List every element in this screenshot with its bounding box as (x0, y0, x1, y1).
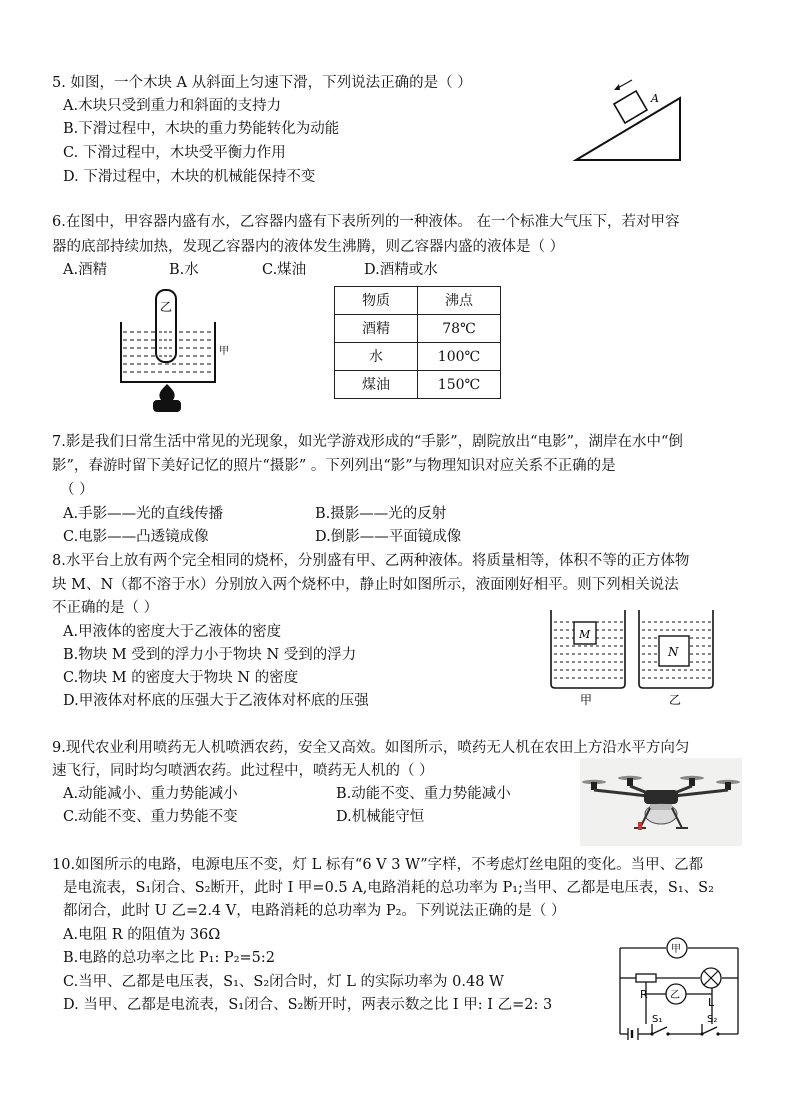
q5-option-b: B.下滑过程中，木块的重力势能转化为动能 (63, 121, 340, 137)
q10-option-b: B.电路的总功率之比 P₁: P₂=5:2 (63, 950, 275, 966)
lamp-label: L (708, 996, 715, 1009)
q9-stem-line2: 速飞行，同时均匀喷洒农药。此过程中，喷药无人机的（ ） (52, 763, 434, 779)
boiling-point-table (334, 286, 501, 399)
q8-option-a: A.甲液体的密度大于乙液体的密度 (63, 624, 282, 640)
table-header-boiling-point: 沸点 (418, 287, 501, 315)
incline-figure (570, 74, 690, 166)
q6-option-a: A.酒精 (63, 262, 108, 278)
circuit-diagram (612, 934, 744, 1042)
heating-container-figure (115, 284, 235, 416)
q5-option-c: C. 下滑过程中，木块受平衡力作用 (63, 145, 286, 161)
q6-stem-line1: 6.在图中，甲容器内盛有水，乙容器内盛有下表所列的一种液体。 在一个标准大气压下，若对甲容 (52, 214, 680, 230)
block-a-label: A (651, 92, 659, 105)
container-label: 甲 (219, 346, 229, 357)
q9-option-c: C.动能不变、重力势能不变 (63, 809, 238, 825)
q7-stem-line3: （ ） (60, 482, 94, 498)
table-cell: 78℃ (418, 315, 501, 343)
q7-option-c: C.电影——凸透镜成像 (63, 529, 209, 545)
q7-option-b: B.摄影——光的反射 (315, 506, 447, 522)
resistor (636, 974, 656, 982)
block-n-label: N (668, 645, 679, 659)
q10-option-d: D. 当甲、乙都是电流表，S₁闭合、S₂断开时，两表示数之比 I 甲: I 乙=2: 3 (63, 997, 553, 1013)
table-cell: 100℃ (418, 343, 501, 371)
q10-stem-line3: 都闭合，此时 U 乙=2.4 V，电路消耗的总功率为 P₂。下列说法正确的是（ ） (63, 903, 566, 919)
q8-stem-line1: 8.水平台上放有两个完全相同的烧杯，分别盛有甲、乙两种液体。将质量相等，体积不等的正方体物 (52, 553, 690, 569)
q6-option-c: C.煤油 (262, 262, 307, 278)
q9-option-a: A.动能减小、重力势能减小 (63, 786, 238, 802)
q8-option-c: C.物块 M 的密度大于物块 N 的密度 (63, 670, 299, 686)
q8-stem-line2: 块 M、N（都不溶于水）分别放入两个烧杯中，静止时如图所示，液面刚好相平。则下列相关说法 (52, 577, 679, 593)
beakers-figure (545, 606, 720, 708)
q6-stem-line2: 器的底部持续加热，发现乙容器内的液体发生沸腾，则乙容器内盛的液体是（ ） (52, 239, 565, 255)
table-cell: 煤油 (335, 371, 418, 399)
q10-stem-line2: 是电流表，S₁闭合、S₂断开，此时 I 甲=0.5 A,电路消耗的总功率为 P₁;当甲、乙都是电压表，S₁、S₂ (63, 880, 714, 896)
table-header-substance: 物质 (335, 287, 418, 315)
q8-option-d: D.甲液体对杯底的压强大于乙液体对杯底的压强 (63, 693, 369, 709)
beaker-left-label: 甲 (580, 693, 593, 707)
table-cell: 150℃ (418, 371, 501, 399)
wood-block (614, 91, 647, 123)
q9-stem-line1: 9.现代农业利用喷药无人机喷洒农药，安全又高效。如图所示，喷药无人机在农田上方沿水平方向匀 (52, 740, 690, 756)
resistor-label: R (640, 988, 648, 1001)
table-row (335, 371, 501, 399)
q7-stem-line2: 影”，春游时留下美好记忆的照片“摄影” 。下列列出“影”与物理知识对应关系不正确的是 (52, 458, 616, 474)
q5-option-d: D. 下滑过程中，木块的机械能保持不变 (63, 169, 316, 185)
block-m-label: M (579, 628, 591, 641)
q7-option-d: D.倒影——平面镜成像 (315, 529, 462, 545)
switch-s2-label: S₂ (707, 1014, 718, 1025)
q10-option-c: C.当甲、乙都是电压表，S₁、S₂闭合时，灯 L 的实际功率为 0.48 W (63, 974, 504, 990)
q7-option-a: A.手影——光的直线传播 (63, 506, 224, 522)
q9-option-d: D.机械能守恒 (336, 809, 425, 825)
table-row (335, 315, 501, 343)
q7-stem-line1: 7.影是我们日常生活中常见的光现象，如光学游戏形成的“手影”，剧院放出“电影”，湖岸在水中“倒 (52, 434, 683, 450)
q6-option-d: D.酒精或水 (364, 262, 438, 278)
burner-flame (159, 384, 174, 400)
table-cell: 酒精 (335, 315, 418, 343)
q8-stem-line3: 不正确的是（ ） (52, 600, 159, 616)
q9-option-b: B.动能不变、重力势能减小 (336, 786, 511, 802)
q5-option-a: A.木块只受到重力和斜面的支持力 (63, 98, 282, 114)
switch-s1-label: S₁ (652, 1014, 663, 1025)
q5-stem: 5. 如图，一个木块 A 从斜面上匀速下滑，下列说法正确的是（ ） (52, 75, 472, 91)
tube-label: 乙 (160, 300, 173, 314)
q8-option-b: B.物块 M 受到的浮力小于物块 N 受到的浮力 (63, 647, 357, 663)
table-header-row (335, 287, 501, 315)
q6-option-b: B.水 (169, 262, 199, 278)
meter-yi-label: 乙 (670, 990, 680, 1001)
beaker-right-label: 乙 (669, 693, 682, 707)
q10-stem-line1: 10.如图所示的电路，电源电压不变，灯 L 标有“6 V 3 W”字样，不考虑灯丝电阻的变化。当甲、乙都 (52, 857, 704, 873)
drone-photo (580, 758, 742, 846)
q10-option-a: A.电阻 R 的阻值为 36Ω (63, 927, 221, 943)
table-row (335, 343, 501, 371)
table-cell: 水 (335, 343, 418, 371)
meter-jia-label: 甲 (671, 944, 681, 955)
burner-base (153, 400, 181, 412)
